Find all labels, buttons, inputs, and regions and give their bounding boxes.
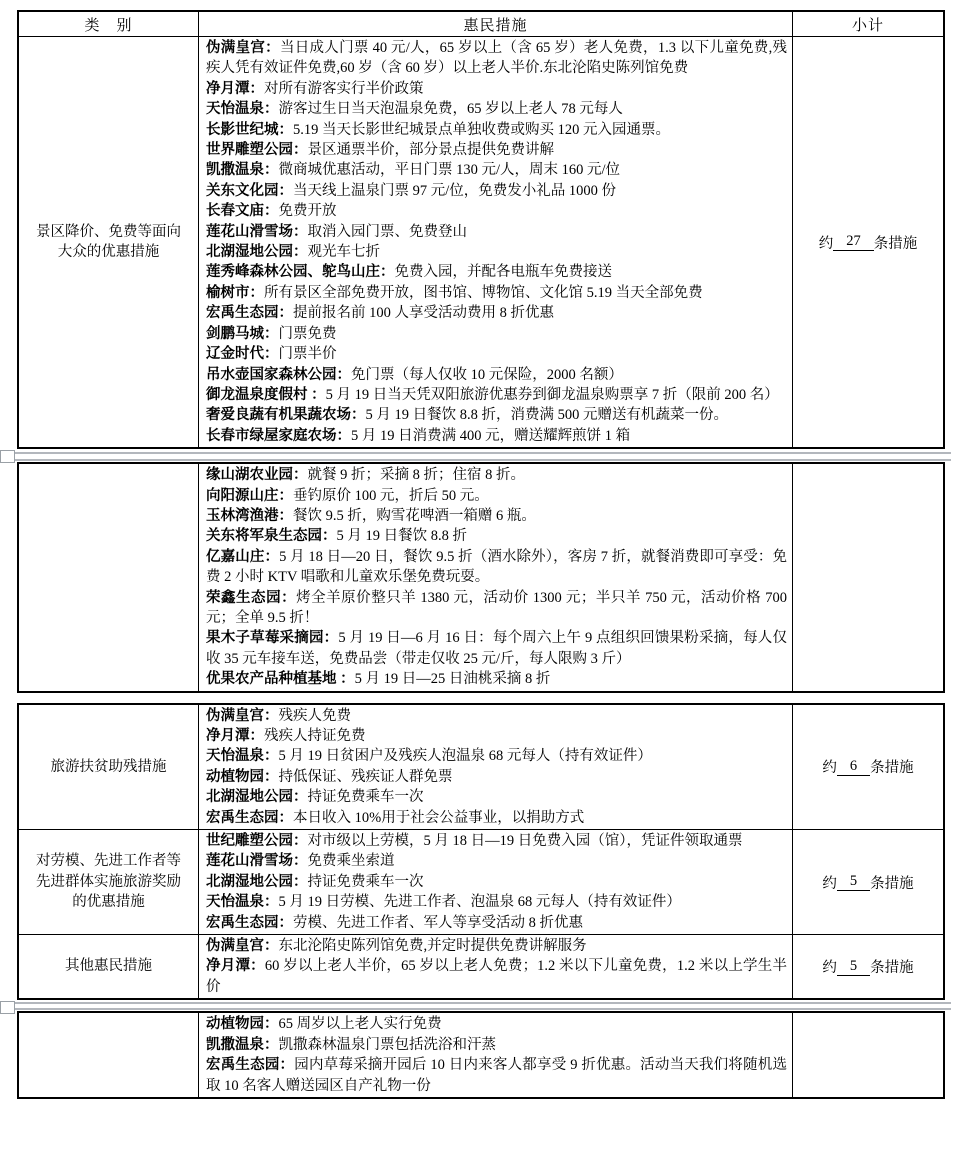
measure-item — [206, 506, 787, 526]
measure-text: 所有景区全部免费开放，图书馆、博物馆、文化馆 5.19 当天全部免费 — [264, 284, 703, 301]
venue-name: 优果农产品种植基地 ： — [206, 671, 355, 688]
measure-text: 5 月 19 日劳模、先进工作者、泡温泉 68 元每人（持有效证件） — [278, 894, 681, 911]
subtotal-prefix: 约 — [822, 960, 837, 977]
measure-item — [206, 405, 787, 425]
measure-text: 当天线上温泉门票 97 元/位，免费发小礼品 1000 份 — [293, 182, 617, 199]
measure-item — [206, 181, 787, 201]
measure-item — [206, 956, 787, 997]
subtotal-suffix: 条措施 — [870, 960, 914, 977]
category-cell — [19, 1013, 199, 1097]
venue-name: 北湖湿地公园： — [206, 244, 308, 261]
measures-cell — [199, 830, 793, 934]
table-gap — [17, 1000, 945, 1011]
venue-name: 宏禹生态园： — [206, 305, 293, 322]
subtotal-prefix: 约 — [818, 235, 834, 252]
measure-item — [206, 201, 787, 221]
measure-text: 免费乘坐索道 — [307, 853, 395, 870]
measure-item — [206, 526, 787, 546]
measure-item — [206, 242, 787, 262]
subtotal-suffix: 条措施 — [870, 875, 914, 892]
measure-text: 景区通票半价，部分景点提供免费讲解 — [307, 142, 554, 159]
venue-name: 吊水壶国家森林公园： — [206, 366, 351, 383]
venue-name: 伪满皇宫： — [206, 40, 280, 56]
venue-name: 伪满皇宫： — [206, 707, 279, 724]
measure-item — [206, 222, 787, 242]
category-cell: 其他惠民措施 — [19, 935, 199, 998]
measure-text: 门票免费 — [278, 325, 337, 342]
measure-text: 5 月 19 日贫困户及残疾人泡温泉 68 元每人（持有效证件） — [278, 748, 652, 765]
subtotal-value: 27 — [833, 233, 874, 251]
gap-left-notch — [0, 450, 15, 463]
header-cell-measures: 惠民措施 — [199, 12, 793, 36]
subtotal-prefix: 约 — [822, 760, 837, 777]
measure-text: 免费开放 — [278, 203, 337, 220]
measure-text: 餐饮 9.5 折，购雪花啤酒一箱赠 6 瓶。 — [293, 507, 536, 524]
measure-item — [206, 767, 787, 787]
venue-name: 长影世纪城： — [206, 121, 293, 138]
measure-item — [206, 936, 787, 956]
measure-text: 取消入园门票、免费登山 — [307, 223, 467, 240]
measure-item — [206, 588, 787, 629]
measure-item — [206, 1014, 787, 1034]
measure-item — [206, 787, 787, 807]
gap-stripe-band — [9, 452, 951, 461]
venue-name: 凯撒温泉： — [206, 1036, 279, 1053]
measure-text: 微商城优惠活动，平日门票 130 元/人，周末 160 元/位 — [278, 162, 621, 179]
category-cell: 景区降价、免费等面向大众的优惠措施 — [19, 37, 199, 447]
venue-name: 净月潭： — [206, 80, 264, 97]
measure-item — [206, 746, 787, 766]
venue-name: 净月潭： — [206, 728, 264, 744]
table-section-row — [19, 705, 943, 829]
measure-item — [206, 465, 787, 485]
measure-text: 5 月 19 日当天凭双阳旅游优惠券到御龙温泉购票享 7 折（限前 200 名） — [325, 386, 779, 403]
measure-item — [206, 365, 787, 385]
venue-name: 天怡温泉： — [206, 894, 279, 911]
measure-text: 持证免费乘车一次 — [307, 789, 424, 806]
subtotal-cell — [793, 830, 943, 934]
measure-text: 5 月 19 日—6 月 16 日：每个周六上午 9 点组织回馈果粉采摘，每人仅收 35 元车接车送，免费品尝（带走仅收 25 元/斤，每人限购 3 斤） — [206, 630, 788, 667]
measure-item — [206, 1035, 787, 1055]
venue-name: 剑鹏马城： — [206, 325, 279, 342]
measure-text: 5.19 当天长影世纪城景点单独收费或购买 120 元入园通票。 — [293, 121, 670, 138]
venue-name: 伪满皇宫： — [206, 938, 279, 955]
subtotal-prefix: 约 — [822, 875, 837, 892]
measure-text: 残疾人免费 — [278, 707, 351, 724]
measures-cell — [199, 37, 793, 447]
venue-name: 长春文庙： — [206, 203, 279, 220]
venue-name: 凯撒温泉： — [206, 162, 279, 179]
measure-item — [206, 160, 787, 180]
venue-name: 果木子草莓采摘园： — [206, 630, 339, 647]
measure-item — [206, 38, 787, 79]
measure-text: 对所有游客实行半价政策 — [264, 80, 424, 97]
venue-name: 关东将军泉生态园： — [206, 528, 337, 545]
measure-text: 5 月 19 日餐饮 8.8 折 — [336, 528, 467, 545]
venue-name: 玉林湾渔港： — [206, 507, 293, 524]
measure-text: 门票半价 — [278, 346, 337, 363]
subtotal-value: 6 — [837, 758, 870, 776]
subtotal-value: 5 — [837, 873, 870, 891]
measures-cell — [199, 1013, 793, 1097]
table-section-row — [19, 464, 943, 690]
measure-item — [206, 283, 787, 303]
venue-name: 莲花山滑雪场： — [206, 853, 308, 870]
measure-text: 5 月 19 日餐饮 8.8 折，消费满 500 元赠送有机蔬菜一份。 — [365, 407, 728, 424]
venue-name: 天怡温泉： — [206, 748, 279, 765]
measure-text: 对市级以上劳模，5 月 18 日—19 日免费入园（馆），凭证件领取通票 — [307, 833, 743, 850]
category-cell — [19, 464, 199, 690]
table-section-row — [19, 1013, 943, 1097]
measure-text: 持低保证、残疾证人群免票 — [278, 768, 453, 785]
measure-text: 游客过生日当天泡温泉免费，65 岁以上老人 78 元每人 — [278, 101, 623, 118]
subtotal-cell — [793, 705, 943, 829]
measure-item — [206, 851, 787, 871]
measure-text: 凯撒森林温泉门票包括洗浴和汗蒸 — [278, 1036, 496, 1053]
venue-name: 动植物园： — [206, 1016, 279, 1033]
measure-text: 60 岁以上老人半价，65 岁以上老人免费；1.2 米以下儿童免费，1.2 米以上学生半价 — [206, 958, 788, 995]
venue-name: 北湖湿地公园： — [206, 873, 308, 890]
venue-name: 北湖湿地公园： — [206, 789, 308, 806]
measure-item — [206, 385, 787, 405]
measure-text: 免门票（每人仅收 10 元保险，2000 名额） — [351, 366, 623, 383]
measure-item — [206, 486, 787, 506]
subtotal-suffix: 条措施 — [873, 235, 918, 252]
subtotal-value: 5 — [837, 958, 870, 976]
measure-item — [206, 726, 787, 746]
header-cell-category: 类 别 — [19, 12, 199, 36]
table-section-row — [19, 934, 943, 998]
header-cell-subtotal: 小计 — [851, 17, 884, 34]
measure-text: 就餐 9 折；采摘 8 折；住宿 8 折。 — [307, 467, 525, 484]
table-header-row — [19, 12, 943, 37]
table-main — [17, 10, 945, 449]
category-cell: 对劳模、先进工作者等先进群体实施旅游奖励的优惠措施 — [19, 830, 199, 934]
venue-name: 关东文化园： — [206, 182, 293, 199]
subtotal-cell — [793, 1013, 943, 1097]
measure-item — [206, 913, 787, 933]
measure-text: 观光车七折 — [307, 244, 380, 261]
venue-name: 奢爱良蔬有机果蔬农场： — [206, 407, 366, 424]
measure-text: 5 月 18 日—20 日，餐饮 9.5 折（酒水除外），客房 7 折，就餐消费即可享受：免费 2 小时 KTV 唱歌和儿童欢乐堡免费玩耍。 — [206, 548, 787, 586]
gap-stripe-band — [9, 1002, 951, 1010]
measure-text: 东北沦陷史陈列馆免费,并定时提供免费讲解服务 — [278, 938, 587, 955]
measure-item — [206, 669, 787, 689]
measure-item — [206, 831, 787, 851]
measure-text: 当日成人门票 40 元/人，65 岁以上（含 65 岁）老人免费，1.3 以下儿童免费,残疾人凭有效证件免费,60 岁（含 60 岁）以上老人半价.东北沦陷史陈列馆免费 — [206, 40, 787, 77]
measure-item — [206, 706, 787, 726]
measure-item — [206, 547, 787, 588]
table-section-row — [19, 37, 943, 447]
measure-item — [206, 120, 787, 140]
venue-name: 长春市绿屋家庭农场： — [206, 427, 351, 444]
measure-text: 5 月 19 日—25 日油桃采摘 8 折 — [354, 671, 551, 688]
venue-name: 向阳源山庄： — [206, 487, 293, 504]
measure-item — [206, 303, 787, 323]
venue-name: 榆树市： — [206, 284, 264, 301]
venue-name: 宏禹生态园： — [206, 1057, 295, 1074]
measure-text: 提前报名前 100 人享受活动费用 8 折优惠 — [293, 305, 554, 322]
venue-name: 亿嘉山庄： — [206, 548, 280, 565]
venue-name: 缘山湖农业园： — [206, 467, 308, 484]
subtotal-cell — [793, 464, 943, 690]
venue-name: 天怡温泉： — [206, 101, 279, 118]
table-gap — [17, 693, 945, 703]
venue-name: 宏禹生态园： — [206, 914, 293, 931]
venue-name: 宏禹生态园： — [206, 809, 293, 826]
venue-name: 莲秀峰森林公园、鸵鸟山庄： — [206, 264, 395, 281]
measure-item — [206, 872, 787, 892]
measure-text: 65 周岁以上老人实行免费 — [278, 1016, 442, 1033]
measure-text: 园内草莓采摘开园后 10 日内来客人都享受 9 折优惠。活动当天我们将随机选取 10 名客人赠送园区自产礼物一份 — [206, 1057, 788, 1094]
venue-name: 净月潭： — [206, 958, 265, 975]
table-dining-farm — [17, 462, 945, 692]
measure-item — [206, 628, 787, 669]
measure-text: 劳模、先进工作者、军人等享受活动 8 折优惠 — [293, 914, 583, 931]
measure-text: 垂钓原价 100 元，折后 50 元。 — [293, 487, 489, 504]
measure-text: 持证免费乘车一次 — [307, 873, 424, 890]
measure-item — [206, 892, 787, 912]
measures-cell — [199, 705, 793, 829]
category-cell: 旅游扶贫助残措施 — [19, 705, 199, 829]
venue-name: 世纪雕塑公园： — [206, 833, 308, 850]
venue-name: 莲花山滑雪场： — [206, 223, 308, 240]
table-additional — [17, 1011, 945, 1099]
measure-text: 本日收入 10%用于社会公益事业，以捐助方式 — [293, 809, 585, 826]
venue-name: 辽金时代： — [206, 346, 279, 363]
subtotal-cell — [793, 935, 943, 998]
table-section-row — [19, 829, 943, 934]
venue-name: 世界雕塑公园： — [206, 142, 308, 159]
table-special-groups — [17, 703, 945, 1001]
measure-text: 5 月 19 日消费满 400 元，赠送耀辉煎饼 1 箱 — [351, 427, 631, 444]
measure-item — [206, 344, 787, 364]
subtotal-cell — [793, 37, 943, 447]
benefit-measures-document — [17, 10, 945, 1099]
measure-text: 免费入园，并配各电瓶车免费接送 — [394, 264, 612, 281]
gap-left-notch — [0, 1001, 15, 1014]
measure-text: 烤全羊原价整只羊 1380 元，活动价 1300 元；半只羊 750 元，活动价格 700 元；全单 9.5 折！ — [206, 589, 788, 626]
measure-item — [206, 79, 787, 99]
measure-item — [206, 99, 787, 119]
measure-item — [206, 140, 787, 160]
measure-item — [206, 324, 787, 344]
measures-cell — [199, 464, 793, 690]
table-gap — [17, 449, 945, 462]
measure-item — [206, 1055, 787, 1096]
measures-cell — [199, 935, 793, 998]
measure-item — [206, 426, 787, 446]
venue-name: 荣鑫生态园： — [206, 589, 297, 606]
venue-name: 动植物园： — [206, 768, 279, 785]
measure-item — [206, 262, 787, 282]
measure-item — [206, 808, 787, 828]
venue-name: 御龙温泉度假村 ： — [206, 386, 326, 403]
measure-text: 残疾人持证免费 — [264, 728, 366, 744]
subtotal-suffix: 条措施 — [870, 760, 914, 777]
